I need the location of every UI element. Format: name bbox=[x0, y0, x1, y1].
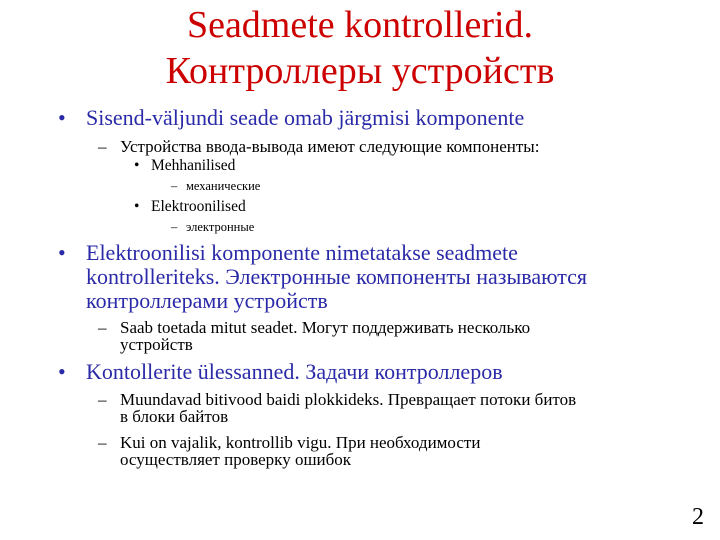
bullet-text: Kontollerite ülessanned. Задачи контроллеров bbox=[86, 359, 503, 384]
bullet-text-line-2: kontrolleriteks. Электронные компоненты называются bbox=[86, 264, 587, 289]
bullet-controllers-definition-line-3 bbox=[86, 289, 328, 313]
bullet-marker: • bbox=[134, 157, 140, 174]
subitem-text: Устройства ввода-вывода имеют следующие компоненты: bbox=[120, 137, 540, 156]
slide-title-line-estonian: Seadmete kontrollerid. bbox=[186, 4, 534, 46]
subitem-electronic bbox=[134, 198, 246, 216]
bullet-text-line-1: Elektroonilisi komponente nimetatakse seadmete bbox=[86, 240, 518, 265]
dash-marker: – bbox=[98, 318, 107, 337]
subitem-text-line-2: осуществляет проверку ошибок bbox=[120, 450, 352, 469]
bullet-controllers-definition bbox=[58, 240, 518, 265]
bullet-marker: • bbox=[58, 105, 66, 130]
dash-marker: – bbox=[98, 137, 107, 156]
bullet-controllers-definition-line-2 bbox=[86, 265, 587, 289]
subitem-error-checking-line-2 bbox=[120, 450, 351, 469]
subitem-text: электронные bbox=[186, 220, 255, 234]
subitem-bitstream-to-blocks-line-2 bbox=[120, 407, 228, 426]
subitem-text: механические bbox=[186, 179, 261, 193]
subitem-text-line-1: Saab toetada mitut seadet. Могут поддерживать несколько bbox=[120, 318, 531, 337]
subitem-text-line-2: устройств bbox=[120, 335, 193, 354]
bullet-controller-tasks bbox=[58, 359, 503, 384]
bullet-marker: • bbox=[58, 240, 66, 265]
bullet-text: Sisend-väljundi seade omab järgmisi komponente bbox=[86, 105, 525, 130]
dash-marker: – bbox=[171, 179, 178, 193]
bullet-io-components bbox=[58, 105, 525, 130]
slide-title bbox=[0, 2, 720, 94]
subitem-mechanical-ru bbox=[171, 179, 261, 193]
bullet-marker: • bbox=[58, 359, 66, 384]
subitem-text-line-1: Muundavad bitivood baidi plokkideks. Превращает потоки битов bbox=[120, 390, 577, 409]
bullet-text-line-3: контроллерами устройств bbox=[86, 288, 328, 313]
bullet-marker: • bbox=[134, 198, 140, 215]
subitem-mechanical bbox=[134, 157, 236, 175]
subitem-io-components-ru bbox=[98, 137, 540, 156]
subitem-multiple-devices-line-2 bbox=[120, 335, 193, 354]
subitem-text-line-1: Kui on vajalik, kontrollib vigu. При необходимости bbox=[120, 433, 481, 452]
subitem-text: Mehhanilised bbox=[151, 157, 236, 174]
subitem-electronic-ru bbox=[171, 220, 255, 234]
page-number: 2 bbox=[692, 504, 704, 530]
dash-marker: – bbox=[98, 390, 107, 409]
subitem-text: Elektroonilised bbox=[151, 198, 246, 215]
dash-marker: – bbox=[98, 433, 107, 452]
subitem-text-line-2: в блоки байтов bbox=[120, 407, 229, 426]
dash-marker: – bbox=[171, 220, 178, 234]
slide-title-line-russian: Контроллеры устройств bbox=[165, 50, 555, 92]
